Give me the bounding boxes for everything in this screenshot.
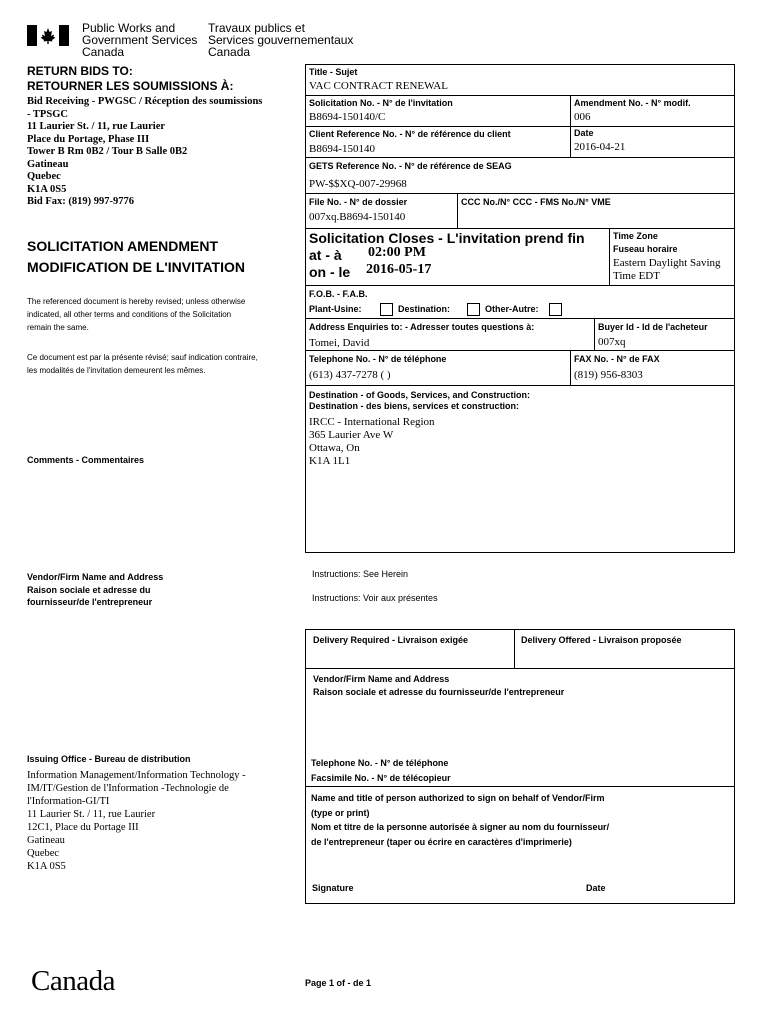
address-enquiries-value: Tomei, David — [309, 337, 370, 349]
title-value: VAC CONTRACT RENEWAL — [309, 80, 448, 92]
issuing-line: 12C1, Place du Portage III — [27, 822, 139, 833]
note-line: The referenced document is hereby revised; unless otherwise — [27, 297, 246, 306]
dest-value-line: Ottawa, On — [309, 442, 360, 454]
amendment-title-en: SOLICITATION AMENDMENT — [27, 238, 219, 254]
closing-date-value: 2016-05-17 — [366, 262, 432, 277]
on-label: on - le — [309, 264, 351, 280]
address-line: Bid Fax: (819) 997-9776 — [27, 196, 135, 207]
plant-usine-checkbox[interactable] — [380, 303, 393, 316]
address-line: Bid Receiving - PWGSC / Réception des soumissions — [27, 96, 263, 107]
auth-line: de l'entrepreneur (taper ou écrire en caractères d'imprimerie) — [311, 836, 572, 847]
amendment-no-label: Amendment No. - N° modif. — [574, 98, 691, 108]
ccc-no-label: CCC No./N° CCC - FMS No./N° VME — [461, 197, 611, 207]
amendment-note-fr — [27, 351, 258, 377]
buyer-id-value: 007xq — [598, 336, 626, 348]
solicitation-no-label: Solicitation No. - N° de l'invitation — [309, 98, 453, 108]
vendor-facsimile-label: Facsimile No. - N° de télécopieur — [311, 773, 451, 783]
dept-en-line: Public Works and — [82, 21, 176, 35]
address-line: Tower B Rm 0B2 / Tour B Salle 0B2 — [27, 146, 188, 157]
note-line: remain the same. — [27, 323, 89, 332]
issuing-line: K1A 0S5 — [27, 861, 66, 872]
canada-wordmark: Canada — [31, 965, 115, 997]
destination-label: Destination: — [398, 303, 451, 314]
department-name-en — [82, 22, 197, 58]
vendor-firm-line: Vendor/Firm Name and Address — [313, 674, 450, 684]
other-autre-checkbox[interactable] — [549, 303, 562, 316]
return-bids-title-fr: RETOURNER LES SOUMISSIONS À: — [27, 79, 234, 93]
vendor-left-line: Raison sociale et adresse du — [27, 584, 151, 595]
dest-value-line: 365 Laurier Ave W — [309, 429, 394, 441]
auth-line: Name and title of person authorized to sign on behalf of Vendor/Firm — [311, 793, 605, 803]
address-line: - TPSGC — [27, 108, 68, 120]
vendor-left-line: Vendor/Firm Name and Address — [27, 572, 164, 582]
vendor-left-line: fournisseur/de l'entrepreneur — [27, 597, 153, 607]
file-no-value: 007xq.B8694-150140 — [309, 211, 406, 223]
address-line: K1A 0S5 — [27, 183, 67, 195]
other-autre-option — [485, 303, 562, 316]
fob-label: F.O.B. - F.A.B. — [309, 289, 368, 299]
title-label: Title - Sujet — [309, 67, 358, 77]
buyer-id-label: Buyer Id - Id de l'acheteur — [598, 322, 708, 332]
tz-value-line: Time EDT — [613, 270, 660, 282]
issuing-line: l'Information-GI/TI — [27, 796, 110, 807]
dest-value-line: K1A 1L1 — [309, 455, 351, 467]
note-line: les modalités de l'invitation demeurent les mêmes. — [27, 366, 206, 375]
issuing-line: Gatineau — [27, 835, 65, 846]
signature-label: Signature — [312, 883, 354, 893]
address-line: Quebec — [27, 171, 61, 182]
fax-label: FAX No. - N° de FAX — [574, 354, 660, 364]
auth-line: (type or print) — [311, 807, 370, 818]
date-value: 2016-04-21 — [574, 141, 626, 153]
tz-label-line: Time Zone — [613, 231, 658, 241]
telephone-value: (613) 437-7278 ( ) — [309, 369, 391, 381]
gets-ref-label: GETS Reference No. - N° de référence de SEAG — [309, 161, 512, 171]
delivery-required-label: Delivery Required - Livraison exigée — [313, 635, 469, 645]
client-ref-label: Client Reference No. - N° de référence du client — [309, 129, 511, 139]
solicitation-closes-title: Solicitation Closes - L'invitation prend fin — [309, 230, 585, 246]
department-name-fr — [208, 22, 353, 58]
dept-en-line: Canada — [82, 45, 125, 59]
page-number: Page 1 of - de 1 — [305, 978, 372, 988]
return-bids-title — [27, 64, 233, 94]
vendor-left-label — [27, 571, 163, 609]
amendment-title — [27, 236, 245, 278]
return-bids-title-en: RETURN BIDS TO: — [27, 64, 133, 78]
dest-label-line: Destination - des biens, services et construction: — [309, 401, 520, 411]
comments-label: Comments - Commentaires — [27, 455, 145, 465]
vendor-telephone-label: Telephone No. - N° de téléphone — [311, 758, 449, 768]
amendment-title-fr: MODIFICATION DE L'INVITATION — [27, 259, 245, 275]
issuing-line: Information Management/Information Technology - — [27, 770, 246, 781]
tz-label-line: Fuseau horaire — [613, 244, 678, 254]
issuing-office-address — [27, 769, 246, 873]
fax-value: (819) 956-8303 — [574, 369, 643, 381]
instructions-en: Instructions: See Herein — [312, 569, 409, 579]
solicitation-no-value: B8694-150140/C — [309, 111, 386, 123]
issuing-office-label: Issuing Office - Bureau de distribution — [27, 754, 191, 764]
canada-flag-icon — [27, 25, 69, 46]
destination-option — [398, 303, 480, 316]
file-no-label: File No. - N° de dossier — [309, 197, 408, 207]
vendor-firm-line: Raison sociale et adresse du fournisseur/de l'entrepreneur — [313, 686, 565, 697]
dest-label-line: Destination - of Goods, Services, and Construction: — [309, 390, 531, 400]
closing-time-value: 02:00 PM — [368, 245, 426, 260]
destination-checkbox[interactable] — [467, 303, 480, 316]
other-autre-label: Other-Autre: — [485, 303, 539, 314]
auth-line: Nom et titre de la personne autorisée à signer au nom du fournisseur/ — [311, 822, 610, 832]
delivery-offered-label: Delivery Offered - Livraison proposée — [521, 635, 682, 645]
instructions-fr: Instructions: Voir aux présentes — [312, 593, 438, 603]
address-line: Place du Portage, Phase III — [27, 133, 150, 145]
address-enquiries-label: Address Enquiries to: - Adresser toutes questions à: — [309, 322, 535, 332]
issuing-line: 11 Laurier St. / 11, rue Laurier — [27, 809, 156, 820]
issuing-line: Quebec — [27, 848, 60, 859]
at-label: at - à — [309, 247, 342, 263]
gets-ref-value: PW-$$XQ-007-29968 — [309, 178, 407, 190]
destination-goods-label — [309, 390, 530, 412]
dept-fr-line: Canada — [208, 45, 251, 59]
destination-goods-value — [309, 416, 435, 468]
dept-fr-line: Travaux publics et — [208, 21, 305, 35]
plant-usine-option — [309, 303, 393, 316]
note-line: indicated, all other terms and conditions of the Solicitation — [27, 310, 232, 319]
amendment-no-value: 006 — [574, 111, 591, 123]
tz-value-line: Eastern Daylight Saving — [613, 257, 721, 269]
issuing-line: IM/IT/Gestion de l'Information -Technologie de — [27, 783, 229, 794]
dept-en-line: Government Services — [82, 33, 198, 47]
note-line: Ce document est par la présente révisé; sauf indication contraire, — [27, 353, 258, 362]
dest-value-line: IRCC - International Region — [309, 416, 435, 428]
client-ref-value: B8694-150140 — [309, 143, 375, 155]
telephone-label: Telephone No. - N° de téléphone — [309, 354, 447, 364]
plant-usine-label: Plant-Usine: — [309, 303, 362, 314]
address-line: Gatineau — [27, 158, 69, 170]
date-label: Date — [574, 128, 594, 138]
authorized-person-label — [311, 791, 609, 849]
address-line: 11 Laurier St. / 11, rue Laurier — [27, 121, 166, 132]
dept-fr-line: Services gouvernementaux — [208, 33, 354, 47]
time-zone-label — [613, 230, 678, 256]
vendor-firm-label — [313, 673, 564, 698]
return-bids-address — [27, 96, 262, 209]
time-zone-value — [613, 257, 721, 283]
amendment-note-en — [27, 295, 245, 334]
date-sign-label: Date — [586, 883, 606, 893]
